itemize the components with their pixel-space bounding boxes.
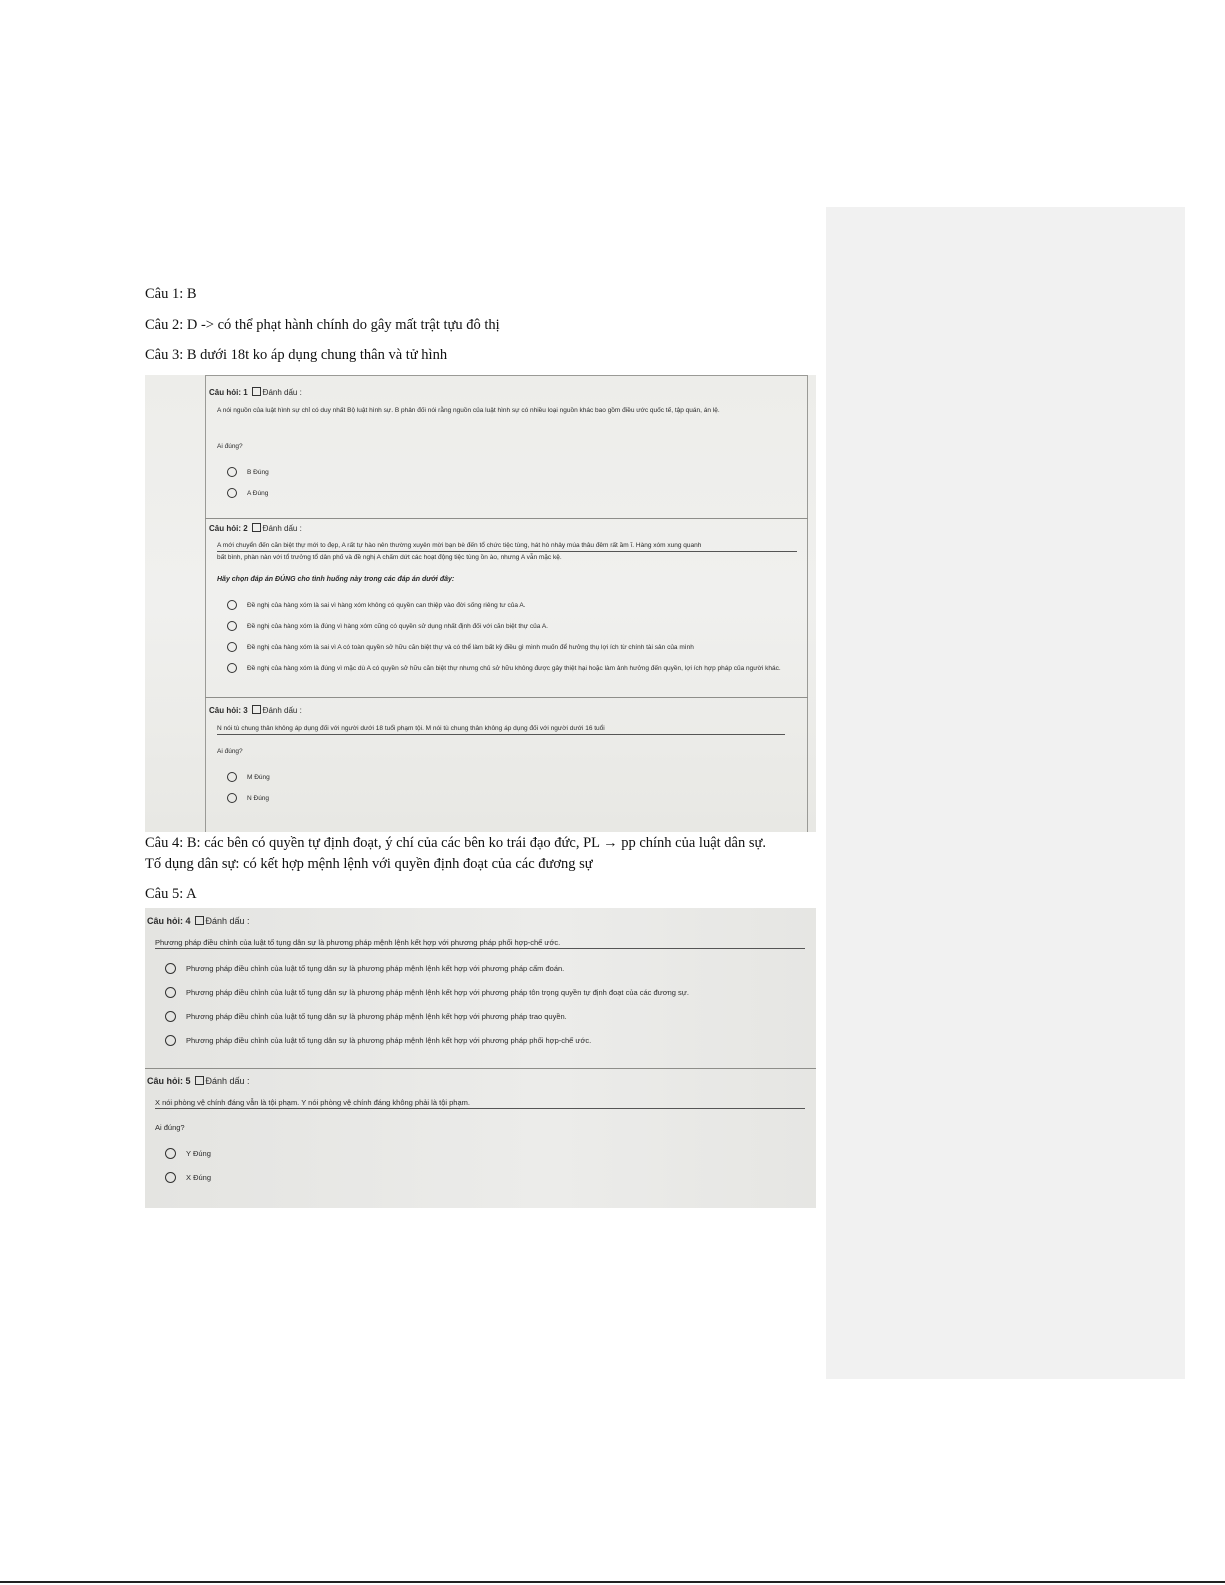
question-3-option[interactable]: M Đúng xyxy=(227,773,270,782)
question-2-option[interactable]: Đề nghị của hàng xóm là đúng vì hàng xóm cũng có quyền sử dụng nhất định đối với căn biệt thự của A. xyxy=(227,622,787,631)
flag-checkbox[interactable] xyxy=(252,523,261,532)
radio-button[interactable] xyxy=(227,642,237,652)
radio-button[interactable] xyxy=(227,600,237,610)
flag-checkbox[interactable] xyxy=(252,387,261,396)
question-2-option[interactable]: Đề nghị của hàng xóm là sai vì hàng xóm không có quyền can thiệp vào đời sống riêng tư của A. xyxy=(227,601,787,610)
radio-button[interactable] xyxy=(227,793,237,803)
radio-button[interactable] xyxy=(165,963,176,974)
question-2-ask: Hãy chọn đáp án ĐÚNG cho tình huống này trong các đáp án dưới đây: xyxy=(217,576,455,583)
question-1-ask: Ai đúng? xyxy=(217,443,243,450)
question-2-header: Câu hỏi: 2 Đánh dấu : xyxy=(209,524,302,533)
question-2-option[interactable]: Đề nghị của hàng xóm là sai vì A có toàn quyền sở hữu căn biệt thự và có thể làm bất kỳ điều gì mình muốn để hưởng thụ lợi ích từ chính tài sản của mình xyxy=(227,643,797,652)
question-2-text: A mới chuyển đến căn biệt thự mới to đẹp, A rất tự hào nên thường xuyên mời bạn bè đến tổ chức tiệc tùng, hát hò nhảy múa thâu đêm rất ầm ĩ. Hàng xóm xung quanh xyxy=(217,541,797,552)
flag-checkbox[interactable] xyxy=(252,705,261,714)
question-5-header: Câu hỏi: 5 Đánh dấu : xyxy=(147,1076,250,1086)
radio-button[interactable] xyxy=(227,467,237,477)
flag-checkbox[interactable] xyxy=(195,916,204,925)
answer-q1: Câu 1: B xyxy=(145,286,197,302)
answer-q5: Câu 5: A xyxy=(145,886,197,902)
question-4-option[interactable]: Phương pháp điều chỉnh của luật tố tụng dân sự là phương pháp mệnh lệnh kết hợp với phương pháp phối hợp-chế ước. xyxy=(165,1036,591,1046)
quiz-screenshot-1 xyxy=(145,375,816,832)
question-4-text: Phương pháp điều chỉnh của luật tố tụng dân sự là phương pháp mệnh lệnh kết hợp với phương pháp phối hợp-chế ước. xyxy=(155,938,805,949)
question-5-ask: Ai đúng? xyxy=(155,1123,185,1132)
radio-button[interactable] xyxy=(165,1011,176,1022)
question-3-ask: Ai đúng? xyxy=(217,748,243,755)
question-4-option[interactable]: Phương pháp điều chỉnh của luật tố tụng dân sự là phương pháp mệnh lệnh kết hợp với phương pháp tôn trọng quyền tự định đoạt của các đương sự. xyxy=(165,988,689,998)
question-2-text-continued: bất bình, phàn nàn với tổ trưởng tổ dân phố và đề nghị A chấm dứt các hoạt động tiệc tùng ồn ào, nhưng A vẫn mặc kệ. xyxy=(217,554,562,561)
question-4-option[interactable]: Phương pháp điều chỉnh của luật tố tụng dân sự là phương pháp mệnh lệnh kết hợp với phương pháp trao quyền. xyxy=(165,1012,567,1022)
radio-button[interactable] xyxy=(165,987,176,998)
answer-q3: Câu 3: B dưới 18t ko áp dụng chung thân và tử hình xyxy=(145,347,448,363)
radio-button[interactable] xyxy=(227,663,237,673)
comment-pane xyxy=(826,207,1185,1379)
page-bottom-rule xyxy=(0,1581,1225,1583)
radio-button[interactable] xyxy=(165,1172,176,1183)
question-4-option[interactable]: Phương pháp điều chỉnh của luật tố tụng dân sự là phương pháp mệnh lệnh kết hợp với phương pháp cấm đoán. xyxy=(165,964,564,974)
question-5-option[interactable]: X Đúng xyxy=(165,1173,211,1183)
answer-q4-continued: Tố dụng dân sự: có kết hợp mệnh lệnh với quyền định đoạt của các đương sự xyxy=(145,856,593,872)
question-1-header: Câu hỏi: 1 Đánh dấu : xyxy=(209,388,302,397)
question-5-option[interactable]: Y Đúng xyxy=(165,1149,211,1159)
radio-button[interactable] xyxy=(227,621,237,631)
question-4-header: Câu hỏi: 4 Đánh dấu : xyxy=(147,916,250,926)
quiz-screenshot-2 xyxy=(145,908,816,1208)
radio-button[interactable] xyxy=(165,1035,176,1046)
question-3-header: Câu hỏi: 3 Đánh dấu : xyxy=(209,706,302,715)
radio-button[interactable] xyxy=(227,488,237,498)
question-2-option[interactable]: Đề nghị của hàng xóm là đúng vì mặc dù A có quyền sở hữu căn biệt thự nhưng chủ sở hữu không được gây thiệt hại hoặc làm ảnh hưởng đến quyền, lợi ích hợp pháp của người khác. xyxy=(227,664,787,673)
question-3-text: N nói tù chung thân không áp dụng đối với người dưới 18 tuổi phạm tội. M nói tù chung thân không áp dụng đối với người dưới 16 tuổi xyxy=(217,724,785,735)
answer-q4: Câu 4: B: các bên có quyền tự định đoạt, ý chí của các bên ko trái đạo đức, PL → pp chính của luật dân sự. xyxy=(145,835,766,851)
question-1-option[interactable]: B Đúng xyxy=(227,468,269,477)
question-5-text: X nói phòng vệ chính đáng vẫn là tội phạm. Y nói phòng vệ chính đáng không phải là tội phạm. xyxy=(155,1098,805,1109)
radio-button[interactable] xyxy=(165,1148,176,1159)
flag-checkbox[interactable] xyxy=(195,1076,204,1085)
radio-button[interactable] xyxy=(227,772,237,782)
answer-q2: Câu 2: D -> có thể phạt hành chính do gây mất trật tựu đô thị xyxy=(145,317,500,333)
question-3-option[interactable]: N Đúng xyxy=(227,794,269,803)
question-1-option[interactable]: A Đúng xyxy=(227,489,268,498)
question-1-text: A nói nguồn của luật hình sự chỉ có duy nhất Bộ luật hình sự. B phản đối nói rằng nguồn của luật hình sự có nhiều loại nguồn khác bao gồm điều ước quốc tế, tập quán, án lệ. xyxy=(217,407,720,414)
